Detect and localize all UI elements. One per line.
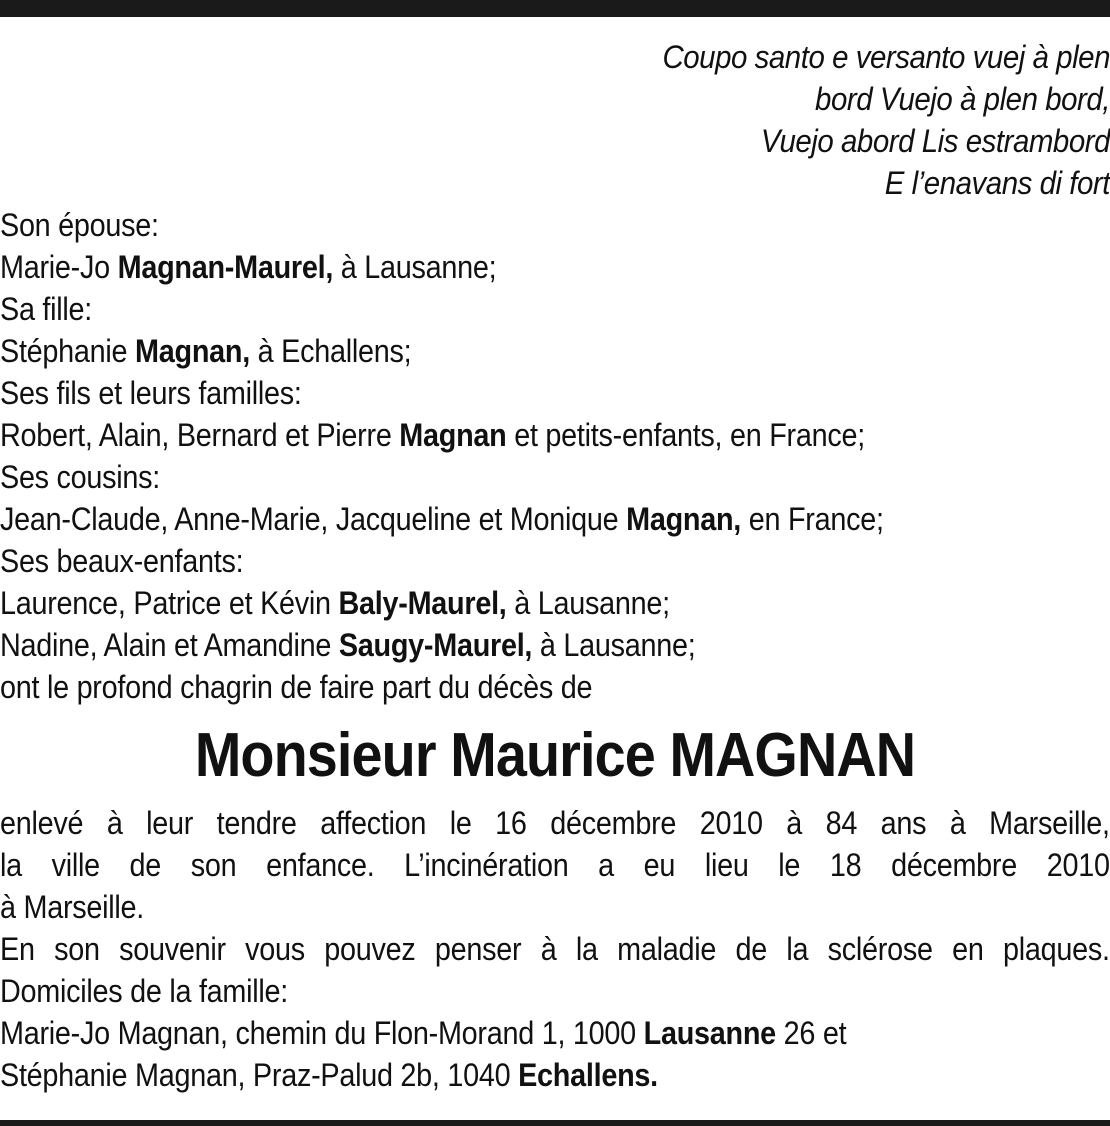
details-line: enlevé à leur tendre affection le 16 décembre 2010 à 84 ans à Marseille, — [0, 805, 1110, 841]
spouse-line: Marie-Jo Magnan-Maurel, à Lausanne; — [0, 249, 497, 285]
obituary-notice — [0, 36, 1110, 1096]
poem-line: Coupo santo e versanto vuej à plen — [662, 39, 1110, 75]
announcement-line: ont le profond chagrin de faire part du décès de — [0, 669, 593, 705]
cousins-heading: Ses cousins: — [0, 459, 161, 495]
stepchildren-line: Laurence, Patrice et Kévin Baly-Maurel, à Lausanne; — [0, 585, 670, 621]
details-block — [0, 802, 1110, 1096]
cousins-line: Jean-Claude, Anne-Marie, Jacqueline et Monique Magnan, en France; — [0, 501, 884, 537]
daughter-line: Stéphanie Magnan, à Echallens; — [0, 333, 412, 369]
daughter-heading: Sa fille: — [0, 291, 93, 327]
address-line: Stéphanie Magnan, Praz-Palud 2b, 1040 Echallens. — [0, 1057, 658, 1093]
poem-line: E l’enavans di fort — [884, 165, 1110, 201]
bottom-rule — [0, 1120, 1110, 1126]
sons-line: Robert, Alain, Bernard et Pierre Magnan et petits-enfants, en France; — [0, 417, 865, 453]
family-list — [0, 204, 1110, 708]
details-line: à Marseille. — [0, 889, 145, 925]
details-line: Domiciles de la famille: — [0, 973, 289, 1009]
poem-line: bord Vuejo à plen bord, — [815, 81, 1110, 117]
details-line: En son souvenir vous pouvez penser à la maladie de la sclérose en plaques. — [0, 931, 1110, 967]
sons-heading: Ses fils et leurs familles: — [0, 375, 302, 411]
deceased-name: Monsieur Maurice MAGNAN — [194, 721, 916, 790]
stepchildren-heading: Ses beaux-enfants: — [0, 543, 244, 579]
details-line: la ville de son enfance. L’incinération a eu lieu le 18 décembre 2010 — [0, 847, 1110, 883]
address-line: Marie-Jo Magnan, chemin du Flon-Morand 1, 1000 Lausanne 26 et — [0, 1015, 847, 1051]
top-rule — [0, 0, 1110, 17]
spouse-heading: Son épouse: — [0, 207, 159, 243]
poem-line: Vuejo abord Lis estrambord — [760, 123, 1110, 159]
poem-epigraph — [89, 36, 1110, 204]
stepchildren-line: Nadine, Alain et Amandine Saugy-Maurel, à Lausanne; — [0, 627, 696, 663]
